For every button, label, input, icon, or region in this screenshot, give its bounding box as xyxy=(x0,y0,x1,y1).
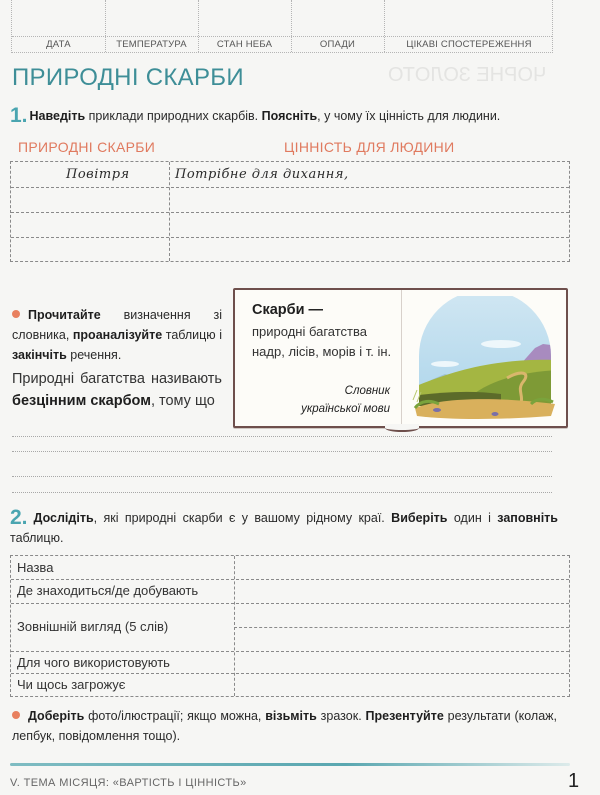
row-label-usage: Для чого використовують xyxy=(17,655,170,670)
local-treasure-table xyxy=(10,555,570,697)
task-verb: заповніть xyxy=(497,511,558,525)
section-title: ПРИРОДНІ СКАРБИ xyxy=(12,64,244,91)
task-verb: Доберіть xyxy=(28,709,85,723)
table-divider xyxy=(11,603,569,604)
bullet-icon xyxy=(12,711,20,719)
row-label-name: Назва xyxy=(17,560,54,575)
presentation-task xyxy=(12,706,557,746)
task-text: , які природні скарби є у вашому рідному краї. xyxy=(93,511,392,525)
header-date: ДАТА xyxy=(46,39,71,50)
table-divider xyxy=(11,579,569,580)
dictionary-source xyxy=(301,382,390,418)
show-through-text: ЧОРНЕ ЗОЛОТО xyxy=(388,64,547,86)
header-sky: СТАН НЕБА xyxy=(216,39,273,50)
sentence-text: Природні багатства називають xyxy=(12,371,222,387)
source-line: української мови xyxy=(301,403,390,415)
task-verb: Поясніть xyxy=(261,109,318,123)
task-text: визначення зі словника, xyxy=(12,308,222,342)
table-divider xyxy=(11,651,569,652)
task-number: 1. xyxy=(10,104,28,127)
task-text: один і xyxy=(447,511,498,525)
task-verb: візьміть xyxy=(265,709,317,723)
task-number: 2. xyxy=(10,506,28,529)
value-cell[interactable] xyxy=(175,237,565,262)
task-text: , у чому їх цінність для людини. xyxy=(317,109,501,123)
value-cell[interactable] xyxy=(175,187,565,212)
treasure-cell[interactable]: Повітря xyxy=(66,167,130,182)
answer-line[interactable] xyxy=(12,492,552,493)
footer-divider xyxy=(10,763,570,766)
landscape-illustration-icon xyxy=(411,296,559,422)
sentence-starter xyxy=(12,368,222,412)
treasure-cell[interactable] xyxy=(15,187,165,212)
treasure-cell[interactable] xyxy=(15,237,165,262)
value-cell[interactable] xyxy=(175,212,565,237)
treasure-cell[interactable] xyxy=(15,212,165,237)
table-divider xyxy=(234,556,235,696)
row-label-appearance: Зовнішній вигляд (5 слів) xyxy=(17,619,169,634)
task-text: таблицю. xyxy=(10,531,64,545)
task-verb: проаналізуйте xyxy=(72,328,163,342)
weather-observation-table xyxy=(11,0,553,53)
task-2-prompt xyxy=(10,508,558,548)
task-text: таблицю і xyxy=(162,328,222,342)
task-verb: закінчіть xyxy=(12,348,67,362)
task-verb: Прочитайте xyxy=(28,308,101,322)
task-text: речення. xyxy=(66,348,122,362)
task-verb: Презентуйте xyxy=(365,709,444,723)
dictionary-term: Скарби — xyxy=(252,302,324,318)
dictionary-definition: природні багатства надр, лісів, морів і т. ін. xyxy=(252,324,392,359)
sentence-text: , тому що xyxy=(150,393,215,409)
sentence-bold: безцінним скарбом xyxy=(12,393,151,409)
page-number: 1 xyxy=(568,770,580,792)
row-label-location: Де знаходиться/де добувають xyxy=(17,583,199,598)
header-observations: ЦІКАВІ СПОСТЕРЕЖЕННЯ xyxy=(406,39,532,50)
row-label-threat: Чи щось загрожує xyxy=(17,677,126,692)
bullet-icon xyxy=(12,310,20,318)
footer-theme: V. ТЕМА МІСЯЦЯ: «ВАРТІСТЬ І ЦІННІСТЬ» xyxy=(10,777,247,789)
dictionary-instruction xyxy=(12,305,222,365)
answer-line[interactable] xyxy=(12,436,552,437)
answer-line[interactable] xyxy=(12,451,552,452)
task-text: зразок. xyxy=(316,709,366,723)
task-text: фото/ілюстрації; якщо можна, xyxy=(84,709,266,723)
answer-line[interactable] xyxy=(12,476,552,477)
treasures-table xyxy=(10,161,570,262)
table-divider xyxy=(11,673,569,674)
task-1-prompt xyxy=(10,104,500,128)
source-line: Словник xyxy=(344,385,390,397)
header-precipitation: ОПАДИ xyxy=(319,39,356,50)
task-verb: Наведіть xyxy=(29,109,86,123)
header-temperature: ТЕМПЕРАТУРА xyxy=(116,39,187,50)
column-header-value: ЦІННІСТЬ ДЛЯ ЛЮДИНИ xyxy=(284,139,455,155)
value-cell[interactable]: Потрібне для дихання, xyxy=(175,167,349,182)
table-divider xyxy=(234,627,569,628)
column-header-treasures: ПРИРОДНІ СКАРБИ xyxy=(18,139,156,155)
task-text: приклади природних скарбів. xyxy=(85,109,262,123)
dictionary-book xyxy=(233,288,568,428)
task-verb: Дослідіть xyxy=(33,511,94,525)
book-page-curl xyxy=(385,424,419,432)
task-verb: Виберіть xyxy=(391,511,448,525)
task-text: результати (колаж, лепбук, повідомлення тощо). xyxy=(12,709,557,743)
